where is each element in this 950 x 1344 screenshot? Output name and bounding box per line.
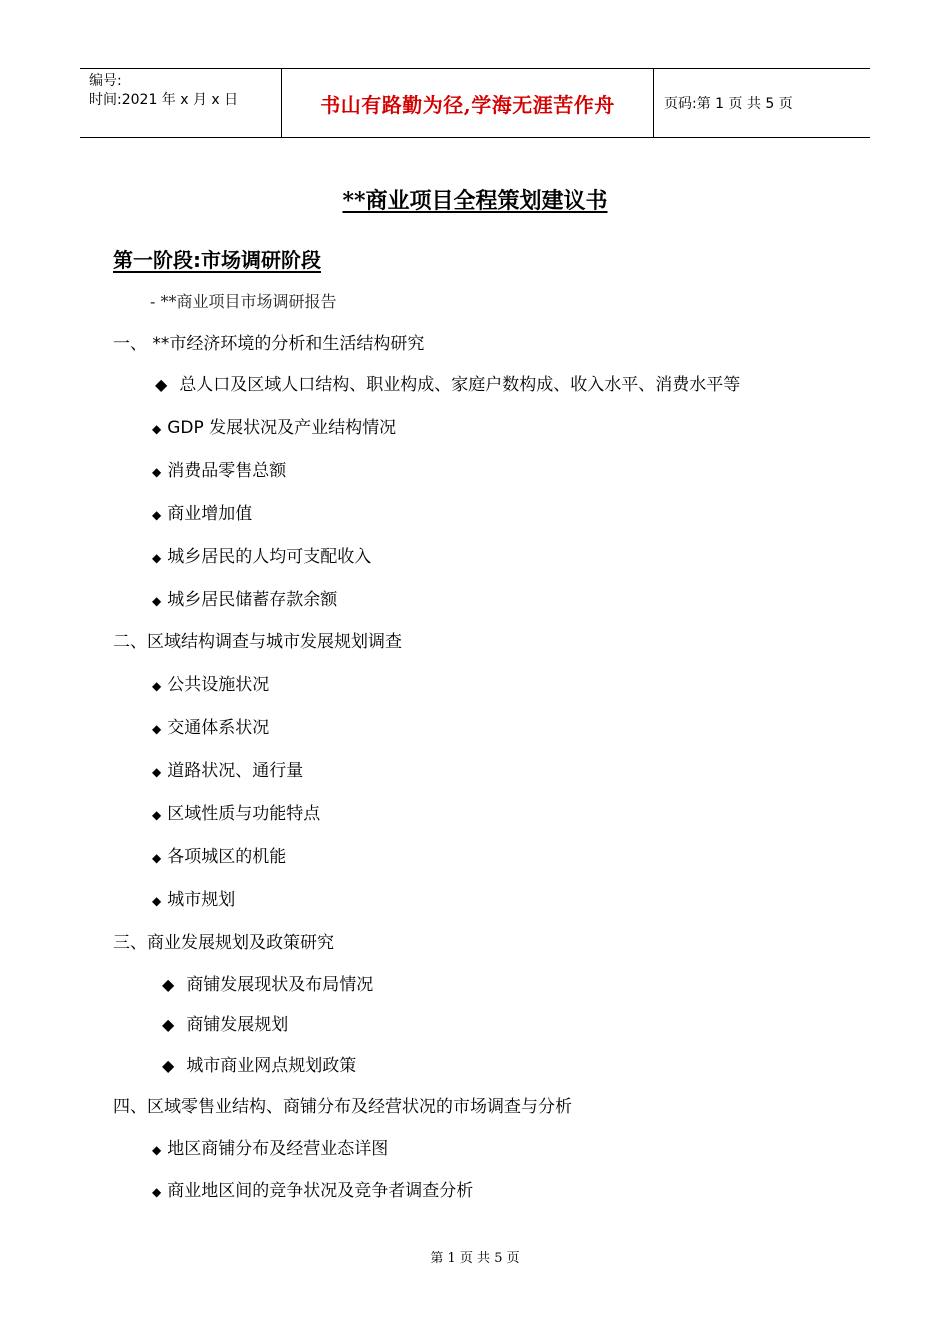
list-item: ◆ 公共设施状况 bbox=[152, 675, 270, 695]
diamond-bullet-icon: ◆ bbox=[152, 765, 162, 779]
diamond-bullet-icon: ◆ bbox=[152, 508, 162, 522]
diamond-bullet-icon: ◆ bbox=[152, 851, 162, 865]
list-item: ◆ 商铺发展规划 bbox=[162, 1015, 289, 1035]
header-motto-cell bbox=[282, 69, 654, 137]
list-item: ◆ 各项城区的机能 bbox=[152, 847, 287, 867]
diamond-bullet-icon: ◆ bbox=[152, 551, 162, 565]
section-heading: 一、 **市经济环境的分析和生活结构研究 bbox=[113, 334, 425, 354]
diamond-bullet-icon: ◆ bbox=[152, 679, 162, 693]
stage-heading: 第一阶段:市场调研阶段 bbox=[113, 248, 321, 272]
motto-text: 书山有路勤为径,学海无涯苦作舟 bbox=[320, 92, 615, 117]
diamond-bullet-icon: ◆ bbox=[152, 722, 162, 736]
section-heading: 三、商业发展规划及政策研究 bbox=[113, 933, 334, 953]
list-item: ◆ 商业增加值 bbox=[152, 504, 253, 524]
diamond-bullet-icon: ◆ bbox=[162, 1015, 175, 1034]
list-item: ◆ 道路状况、通行量 bbox=[152, 761, 304, 781]
section-heading: 四、区域零售业结构、商铺分布及经营状况的市场调查与分析 bbox=[113, 1097, 572, 1117]
diamond-bullet-icon: ◆ bbox=[152, 465, 162, 479]
list-item: ◆ 交通体系状况 bbox=[152, 718, 270, 738]
diamond-bullet-icon: ◆ bbox=[155, 375, 168, 394]
list-item: ◆ 城乡居民储蓄存款余额 bbox=[152, 590, 338, 610]
diamond-bullet-icon: ◆ bbox=[152, 422, 162, 436]
page-info: 页码:第 1 页 共 5 页 bbox=[664, 96, 793, 112]
diamond-bullet-icon: ◆ bbox=[162, 1056, 175, 1075]
time-label: 时间:2021 年 x 月 x 日 bbox=[89, 92, 239, 108]
document-title: **商业项目全程策划建议书 bbox=[342, 188, 608, 214]
list-item: ◆ 城乡居民的人均可支配收入 bbox=[152, 547, 372, 567]
report-subtitle: - **商业项目市场调研报告 bbox=[150, 292, 337, 311]
list-item: ◆ 商业地区间的竞争状况及竞争者调查分析 bbox=[152, 1181, 474, 1201]
list-item: ◆ 总人口及区域人口结构、职业构成、家庭户数构成、收入水平、消费水平等 bbox=[155, 375, 741, 395]
diamond-bullet-icon: ◆ bbox=[152, 594, 162, 608]
list-item: ◆ 区域性质与功能特点 bbox=[152, 804, 321, 824]
header-left-cell bbox=[80, 69, 282, 137]
header-page-cell bbox=[654, 69, 870, 137]
diamond-bullet-icon: ◆ bbox=[162, 975, 175, 994]
list-item: ◆ 地区商铺分布及经营业态详图 bbox=[152, 1139, 389, 1159]
section-heading: 二、区域结构调查与城市发展规划调查 bbox=[113, 632, 402, 652]
diamond-bullet-icon: ◆ bbox=[152, 1143, 162, 1157]
list-item: ◆ 商铺发展现状及布局情况 bbox=[162, 975, 374, 995]
diamond-bullet-icon: ◆ bbox=[152, 808, 162, 822]
number-label: 编号: bbox=[89, 73, 122, 89]
list-item: ◆ 城市规划 bbox=[152, 890, 236, 910]
page-footer: 第 1 页 共 5 页 bbox=[430, 1251, 520, 1266]
diamond-bullet-icon: ◆ bbox=[152, 894, 162, 908]
list-item: ◆ 消费品零售总额 bbox=[152, 461, 287, 481]
list-item: ◆ 城市商业网点规划政策 bbox=[162, 1056, 357, 1076]
diamond-bullet-icon: ◆ bbox=[152, 1185, 162, 1199]
list-item: ◆ GDP 发展状况及产业结构情况 bbox=[152, 418, 397, 438]
page-header bbox=[80, 68, 870, 138]
